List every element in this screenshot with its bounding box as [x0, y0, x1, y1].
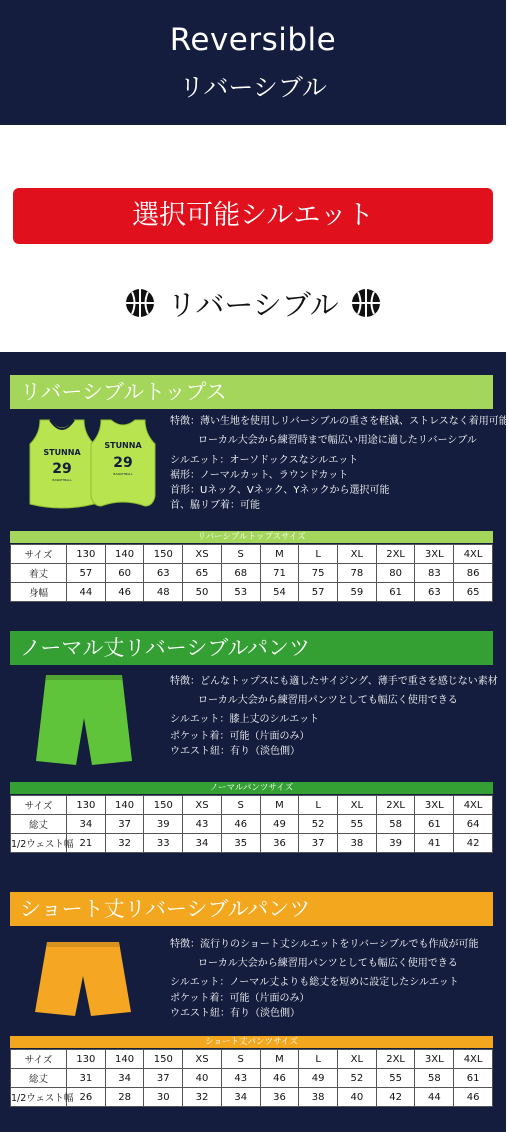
- table-cell: 52: [299, 815, 338, 834]
- table-cell: XS: [183, 796, 222, 815]
- table-cell: 130: [67, 796, 106, 815]
- table-cell: S: [221, 545, 260, 564]
- table-cell: 140: [105, 545, 144, 564]
- table-cell: 38: [338, 834, 377, 853]
- table-cell: 2XL: [376, 1050, 415, 1069]
- title-jp: リバーシブル: [179, 73, 327, 102]
- desc-line: 首、脇リブ着：可能: [170, 500, 260, 511]
- table-cell: 34: [221, 1088, 260, 1107]
- table-cell: 36: [260, 1088, 299, 1107]
- hero-banner: [0, 0, 506, 125]
- table-cell: 150: [144, 1050, 183, 1069]
- table-cell: 34: [183, 834, 222, 853]
- table-row: [11, 564, 493, 583]
- title-en: Reversible: [169, 22, 337, 58]
- table-cell: 37: [144, 1069, 183, 1088]
- table-cell: 41: [415, 834, 454, 853]
- table-cell: 1/2ウェスト幅: [11, 834, 67, 853]
- table-cell: 54: [260, 583, 299, 602]
- table-cell: 130: [67, 1050, 106, 1069]
- table-cell: 49: [299, 1069, 338, 1088]
- table-cell: 3XL: [415, 796, 454, 815]
- table-cell: 71: [260, 564, 299, 583]
- table-header-row: [11, 796, 493, 815]
- normal-pants-description: [170, 672, 498, 761]
- table-cell: 48: [144, 583, 183, 602]
- table-row: [11, 1088, 493, 1107]
- table-cell: 28: [105, 1088, 144, 1107]
- table-cell: 59: [338, 583, 377, 602]
- table-cell: 57: [299, 583, 338, 602]
- table-row: [11, 583, 493, 602]
- table-row: [11, 1069, 493, 1088]
- tops-size-table: [10, 544, 493, 602]
- table-cell: 46: [260, 1069, 299, 1088]
- desc-line: ポケット着：可能（片面のみ）: [170, 731, 310, 742]
- table-cell: 40: [183, 1069, 222, 1088]
- table-cell: 140: [105, 1050, 144, 1069]
- table-cell: 80: [376, 564, 415, 583]
- table-cell: 4XL: [454, 1050, 493, 1069]
- table-cell: 61: [454, 1069, 493, 1088]
- table-cell: 63: [144, 564, 183, 583]
- table-row: [11, 834, 493, 853]
- desc-line: ポケット着：可能（片面のみ）: [170, 993, 310, 1004]
- table-cell: 46: [105, 583, 144, 602]
- shorts-shape: [36, 675, 132, 765]
- basketball-icon: [351, 288, 381, 318]
- table-cell: 55: [376, 1069, 415, 1088]
- desc-line: ローカル大会から練習用パンツとしても幅広く使用できる: [198, 958, 458, 969]
- table-cell: 55: [338, 815, 377, 834]
- section-title-tops: リバーシブルトップス: [10, 375, 493, 409]
- table-cell: 43: [183, 815, 222, 834]
- table-cell: 53: [221, 583, 260, 602]
- table-cell: 21: [67, 834, 106, 853]
- table-cell: S: [221, 796, 260, 815]
- table-cell: 44: [415, 1088, 454, 1107]
- desc-line: 裾形：ノーマルカット、ラウンドカット: [170, 470, 349, 481]
- reversible-heading-label: リバーシブル: [167, 287, 339, 322]
- short-pants-table-caption: ショート丈パンツサイズ: [10, 1036, 493, 1048]
- table-cell: XS: [183, 545, 222, 564]
- table-cell: 2XL: [376, 545, 415, 564]
- table-cell: サイズ: [11, 1050, 67, 1069]
- table-header-row: [11, 545, 493, 564]
- table-cell: 42: [376, 1088, 415, 1107]
- jersey-brand: STUNNA: [43, 448, 81, 457]
- table-cell: XS: [183, 1050, 222, 1069]
- table-cell: サイズ: [11, 545, 67, 564]
- desc-line: シルエット：オーソドックスなシルエット: [170, 455, 359, 466]
- table-cell: 58: [376, 815, 415, 834]
- tank-top-back-image: [89, 418, 157, 510]
- table-cell: 46: [221, 815, 260, 834]
- table-cell: L: [299, 796, 338, 815]
- table-cell: 34: [67, 815, 106, 834]
- table-cell: L: [299, 545, 338, 564]
- desc-line: 首形：Uネック、Vネック、Yネックから選択可能: [170, 485, 390, 496]
- normal-pants-table-caption: ノーマルパンツサイズ: [10, 782, 493, 794]
- table-cell: 4XL: [454, 796, 493, 815]
- table-cell: M: [260, 796, 299, 815]
- table-cell: 49: [260, 815, 299, 834]
- desc-line: 特徴：流行りのショート丈シルエットをリバーシブルでも作成が可能: [170, 939, 479, 950]
- table-cell: 36: [260, 834, 299, 853]
- tops-table-caption: リバーシブルトップスサイズ: [10, 531, 493, 543]
- table-cell: 57: [67, 564, 106, 583]
- table-cell: 75: [299, 564, 338, 583]
- table-cell: 38: [299, 1088, 338, 1107]
- table-cell: 63: [415, 583, 454, 602]
- table-cell: 35: [221, 834, 260, 853]
- table-cell: 40: [338, 1088, 377, 1107]
- shorts-shape: [35, 942, 131, 1016]
- table-cell: 140: [105, 796, 144, 815]
- desc-line: 特徴：薄い生地を使用しリバーシブルの重さを軽減、ストレスなく着用可能: [170, 416, 509, 427]
- tank-top-front-image: [28, 418, 96, 510]
- table-cell: 83: [415, 564, 454, 583]
- reversible-heading: [0, 281, 506, 325]
- table-cell: 130: [67, 545, 106, 564]
- normal-pants-size-table: [10, 795, 493, 853]
- table-cell: 61: [415, 815, 454, 834]
- table-cell: サイズ: [11, 796, 67, 815]
- table-cell: 42: [454, 834, 493, 853]
- table-cell: 26: [67, 1088, 106, 1107]
- table-cell: 150: [144, 545, 183, 564]
- table-cell: 150: [144, 796, 183, 815]
- table-cell: 4XL: [454, 545, 493, 564]
- table-cell: L: [299, 1050, 338, 1069]
- table-cell: XL: [338, 1050, 377, 1069]
- short-shorts-image: [33, 940, 133, 1018]
- table-cell: 32: [183, 1088, 222, 1107]
- section-title-short-pants: ショート丈リバーシブルパンツ: [10, 892, 493, 926]
- table-cell: 39: [144, 815, 183, 834]
- table-cell: 86: [454, 564, 493, 583]
- selectable-silhouette-button[interactable]: 選択可能シルエット: [13, 188, 493, 244]
- table-cell: 34: [105, 1069, 144, 1088]
- table-cell: 30: [144, 1088, 183, 1107]
- table-cell: M: [260, 545, 299, 564]
- table-cell: XL: [338, 545, 377, 564]
- desc-line: ウエスト紐：有り（淡色側）: [170, 746, 300, 757]
- table-cell: XL: [338, 796, 377, 815]
- short-pants-description: [170, 935, 478, 1023]
- table-cell: 2XL: [376, 796, 415, 815]
- jersey-number: 29: [52, 461, 72, 477]
- table-cell: 50: [183, 583, 222, 602]
- table-cell: 52: [338, 1069, 377, 1088]
- table-cell: 65: [454, 583, 493, 602]
- jersey-number: 29: [113, 455, 133, 471]
- table-cell: 68: [221, 564, 260, 583]
- short-pants-size-table: [10, 1049, 493, 1107]
- table-cell: 44: [67, 583, 106, 602]
- normal-shorts-image: [34, 673, 134, 768]
- table-cell: 64: [454, 815, 493, 834]
- table-cell: 総丈: [11, 1069, 67, 1088]
- table-cell: 身幅: [11, 583, 67, 602]
- jersey-sub: BASKETBALL: [113, 472, 133, 476]
- desc-line: ローカル大会から練習時まで幅広い用途に適したリバーシブル: [198, 435, 477, 446]
- table-cell: 65: [183, 564, 222, 583]
- table-cell: 31: [67, 1069, 106, 1088]
- table-cell: M: [260, 1050, 299, 1069]
- table-cell: 3XL: [415, 1050, 454, 1069]
- desc-line: ウエスト紐：有り（淡色側）: [170, 1008, 300, 1019]
- desc-line: シルエット：ノーマル丈よりも総丈を短めに設定したシルエット: [170, 977, 459, 988]
- table-cell: 33: [144, 834, 183, 853]
- table-cell: 1/2ウェスト幅: [11, 1088, 67, 1107]
- jersey-brand: STUNNA: [104, 441, 142, 450]
- table-cell: 78: [338, 564, 377, 583]
- basketball-icon: [125, 288, 155, 318]
- table-cell: 着丈: [11, 564, 67, 583]
- table-cell: 37: [105, 815, 144, 834]
- table-cell: 3XL: [415, 545, 454, 564]
- table-cell: 60: [105, 564, 144, 583]
- desc-line: シルエット：膝上丈のシルエット: [170, 714, 320, 725]
- table-cell: 58: [415, 1069, 454, 1088]
- desc-line: 特徴：どんなトップスにも適したサイジング、薄手で重さを感じない素材: [170, 676, 498, 687]
- jersey-sub: BASKETBALL: [52, 478, 72, 482]
- table-cell: 43: [221, 1069, 260, 1088]
- desc-line: ローカル大会から練習用パンツとしても幅広く使用できる: [198, 695, 458, 706]
- table-cell: S: [221, 1050, 260, 1069]
- table-cell: 37: [299, 834, 338, 853]
- section-title-normal-pants: ノーマル丈リバーシブルパンツ: [10, 631, 493, 665]
- table-cell: 61: [376, 583, 415, 602]
- tops-description: [170, 412, 509, 515]
- table-cell: 46: [454, 1088, 493, 1107]
- table-cell: 総丈: [11, 815, 67, 834]
- table-cell: 32: [105, 834, 144, 853]
- table-cell: 39: [376, 834, 415, 853]
- table-header-row: [11, 1050, 493, 1069]
- table-row: [11, 815, 493, 834]
